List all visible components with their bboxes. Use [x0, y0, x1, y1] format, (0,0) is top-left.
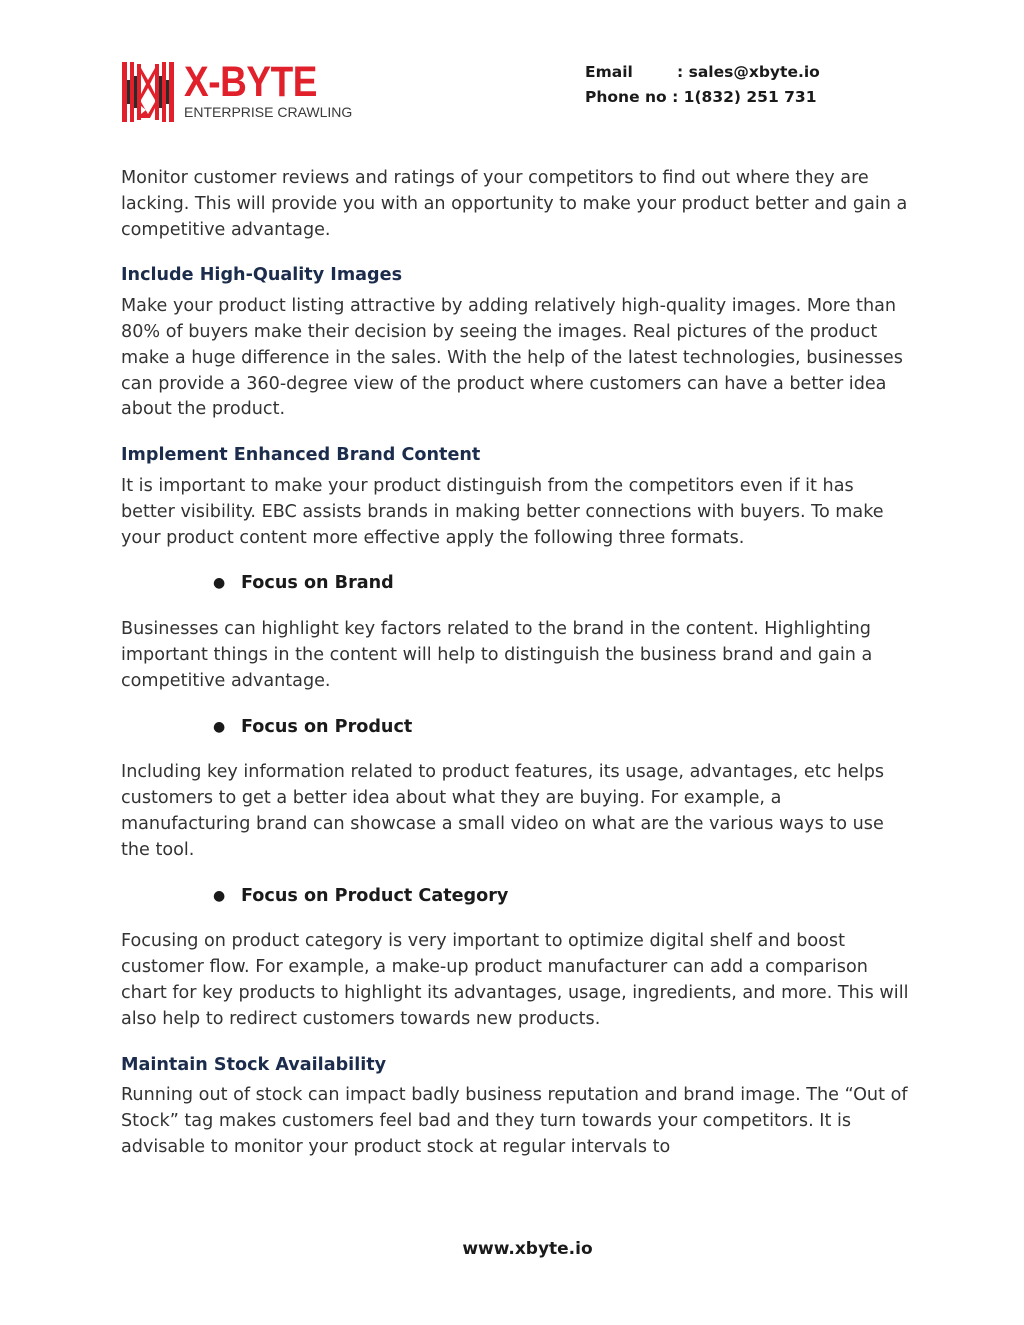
- heading-high-quality-images: Include High-Quality Images: [121, 265, 403, 286]
- bullet-focus-on-product: [121, 715, 911, 741]
- bullet-focus-on-brand: [121, 571, 911, 597]
- paragraph-focus-on-product-category: Focusing on product category is very important to optimize digital shelf and boost customer flow. For example, a make-up product manufacturer can add a comparison chart for key products to highlight its advantages, usage, ingredients, and more. This will also help to redirect customers towards new products.: [121, 931, 909, 1029]
- brand-logo: [122, 60, 362, 124]
- paragraph-enhanced-brand-content: It is important to make your product distinguish from the competitors even if it has better visibility. EBC assists brands in making better connections with buyers. To make your product content more effective apply the following three formats.: [121, 475, 884, 548]
- bullet-dot-icon: ●: [213, 887, 226, 904]
- bullet-focus-on-product-category: [121, 884, 911, 910]
- email-label: Email: [585, 63, 633, 81]
- heading-enhanced-brand-content: Implement Enhanced Brand Content: [121, 445, 481, 466]
- phone-value[interactable]: : 1(832) 251 731: [672, 88, 817, 106]
- bullet-label: Focus on Brand: [241, 573, 394, 594]
- phone-label: Phone no: [585, 88, 667, 106]
- article-body: [121, 166, 911, 1161]
- bullet-label: Focus on Product: [241, 716, 413, 737]
- phone-row: [585, 85, 820, 110]
- bullet-dot-icon: ●: [213, 718, 226, 735]
- footer-website-link[interactable]: www.xbyte.io: [462, 1239, 593, 1259]
- logo-wordmark: X-BYTE: [184, 58, 318, 106]
- logo-tagline: ENTERPRISE CRAWLING: [184, 104, 353, 120]
- email-value[interactable]: : sales@xbyte.io: [677, 63, 820, 81]
- paragraph-high-quality-images: Make your product listing attractive by adding relatively high-quality images. More than 80% of buyers make their decision by seeing the images. Real pictures of the product make a huge difference in the sales. With the help of the latest technologies, businesses can provide a 360-degree view of the product where customers can have a better idea about the product.: [121, 296, 903, 420]
- x-byte-logo-icon: [122, 60, 174, 124]
- paragraph-focus-on-product: Including key information related to product features, its usage, advantages, etc helps customers to get a better idea about what they are buying. For example, a manufacturing brand can showcase a small video on what are the various ways to use the tool.: [121, 762, 885, 860]
- intro-paragraph: Monitor customer reviews and ratings of your competitors to find out where they are lacking. This will provide you with an opportunity to make your product better and gain a competitive advantage.: [121, 168, 908, 240]
- email-row: [585, 60, 820, 85]
- bullet-label: Focus on Product Category: [241, 885, 509, 906]
- heading-stock-availability: Maintain Stock Availability: [121, 1054, 387, 1075]
- bullet-dot-icon: ●: [213, 575, 226, 592]
- contact-block: [585, 60, 820, 110]
- paragraph-focus-on-brand: Businesses can highlight key factors related to the brand in the content. Highlighting important things in the content will help to distinguish the business brand and gain a competitive advantage.: [121, 619, 873, 691]
- paragraph-stock-availability: Running out of stock can impact badly business reputation and brand image. The “Out of Stock” tag makes customers feel bad and they turn towards your competitors. It is advisable to monitor your product stock at regular intervals to: [121, 1085, 908, 1157]
